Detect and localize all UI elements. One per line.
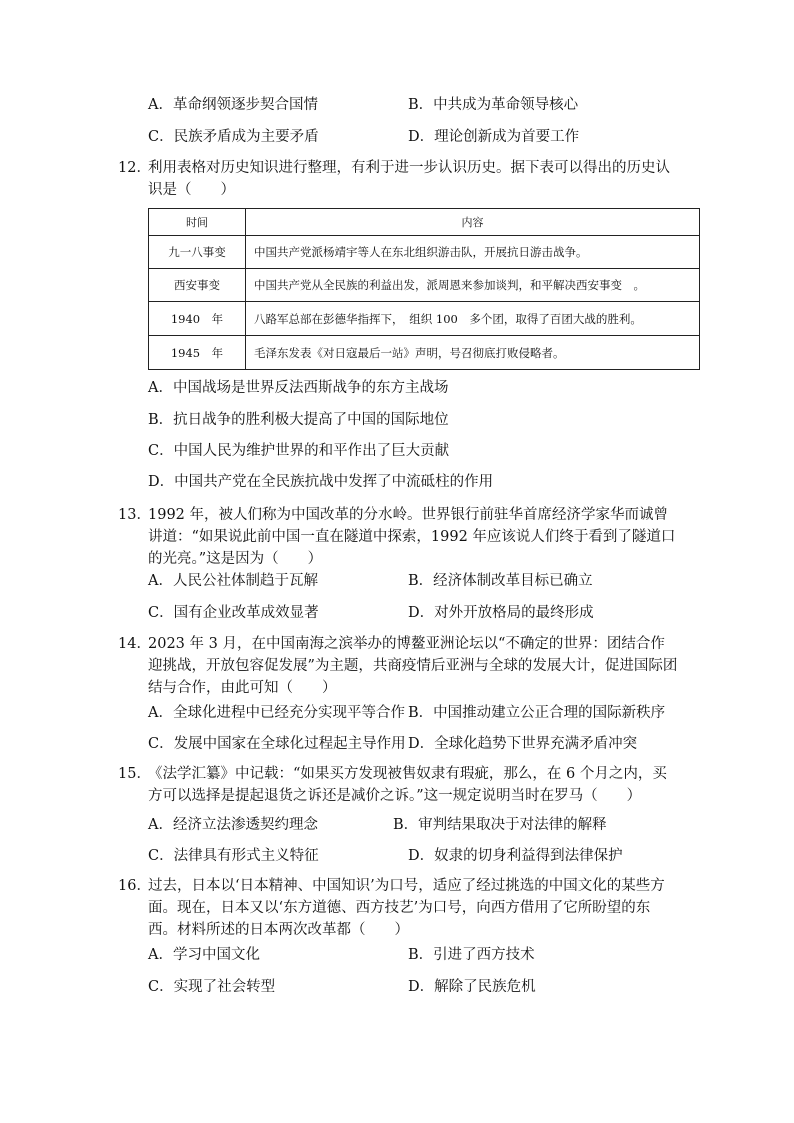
table-cell-content: 中国共产党从全民族的利益出发，派周恩来参加谈判，和平解决西安事变 。 [246, 269, 700, 302]
table-header-row [149, 209, 700, 236]
q13-option-a[interactable]: A．人民公社体制趋于瓦解 [148, 573, 318, 589]
q12-option-b[interactable]: B．抗日战争的胜利极大提高了中国的国际地位 [148, 412, 449, 428]
q14-option-b[interactable]: B．中国推动建立公正合理的国际新秩序 [408, 705, 666, 721]
q15-option-d[interactable]: D．奴隶的切身利益得到法律保护 [408, 848, 623, 864]
q13-stem: 13． 1992 年，被人们称为中国改革的分水岭。世界银行前驻华首席经济学家华而诚曾讲道：“如果说此前中国一直在隧道中探索，1992 年应该说人们终于看到了隧道口的光亮。”这是因为（ ） [118, 507, 676, 567]
table-header-content: 内容 [246, 209, 700, 236]
q12-history-table [148, 208, 700, 370]
q12-stem: 12． 利用表格对历史知识进行整理，有利于进一步认识历史。据下表可以得出的历史认识是（ ） [118, 160, 670, 198]
table-cell-time: 1940 年 [149, 302, 246, 336]
table-row [149, 269, 700, 302]
q11-option-d[interactable]: D．理论创新成为首要工作 [408, 129, 580, 145]
q14-option-d[interactable]: D．全球化趋势下世界充满矛盾冲突 [408, 736, 638, 752]
q13-option-d[interactable]: D．对外开放格局的最终形成 [408, 605, 594, 621]
table-header-time: 时间 [149, 209, 246, 236]
q13-option-c[interactable]: C．国有企业改革成效显著 [148, 605, 319, 621]
q11-option-b[interactable]: B．中共成为革命领导核心 [408, 97, 579, 113]
q16-option-b[interactable]: B．引进了西方技术 [408, 947, 535, 963]
q12-option-c[interactable]: C．中国人民为维护世界的和平作出了巨大贡献 [148, 443, 450, 459]
q16-option-c[interactable]: C．实现了社会转型 [148, 979, 276, 995]
table-row [149, 302, 700, 336]
q11-option-c[interactable]: C．民族矛盾成为主要矛盾 [148, 129, 319, 145]
q13-option-b[interactable]: B．经济体制改革目标已确立 [408, 573, 593, 589]
q14-stem: 14． 2023 年 3 月，在中国南海之滨举办的博鳌亚洲论坛以“不确定的世界：团结合作迎挑战，开放包容促发展”为主题，共商疫情后亚洲与全球的发展大计，促进国际团结与合作，由此可知（ ） [118, 636, 678, 696]
table-row [149, 336, 700, 370]
q15-option-c[interactable]: C．法律具有形式主义特征 [148, 848, 319, 864]
table-cell-content: 八路军总部在彭德华指挥下， 组织 100 多个团，取得了百团大战的胜利。 [246, 302, 700, 336]
table-cell-time: 1945 年 [149, 336, 246, 370]
q14-option-a[interactable]: A．全球化进程中已经充分实现平等合作 [148, 705, 405, 721]
q15-option-a[interactable]: A．经济立法渗透契约理念 [148, 817, 318, 833]
q14-option-c[interactable]: C．发展中国家在全球化过程起主导作用 [148, 736, 406, 752]
table-cell-content: 中国共产党派杨靖宇等人在东北组织游击队，开展抗日游击战争。 [246, 236, 700, 269]
q12-option-a[interactable]: A．中国战场是世界反法西斯战争的东方主战场 [148, 380, 449, 396]
q11-option-a[interactable]: A．革命纲领逐步契合国情 [148, 97, 318, 113]
q16-stem: 16． 过去，日本以‘日本精神、中国知识’为口号，适应了经过挑选的中国文化的某些方面。现在，日本又以‘东方道德、西方技艺’为口号，向西方借用了它所盼望的东西。材料所述的日本两次改革都（ ） [118, 878, 665, 938]
q15-option-b[interactable]: B．审判结果取决于对法律的解释 [393, 817, 607, 833]
q16-option-a[interactable]: A．学习中国文化 [148, 947, 260, 963]
table-row [149, 236, 700, 269]
q15-stem: 15． 《法学汇纂》中记载：“如果买方发现被售奴隶有瑕疵，那么，在 6 个月之内，买方可以选择是提起退货之诉还是减价之诉。”这一规定说明当时在罗马（ ） [118, 766, 667, 804]
table-cell-time: 九一八事变 [149, 236, 246, 269]
q16-option-d[interactable]: D．解除了民族危机 [408, 979, 536, 995]
table-cell-content: 毛泽东发表《对日寇最后一站》声明，号召彻底打败侵略者。 [246, 336, 700, 370]
q12-option-d[interactable]: D．中国共产党在全民族抗战中发挥了中流砥柱的作用 [148, 474, 494, 490]
table-cell-time: 西安事变 [149, 269, 246, 302]
